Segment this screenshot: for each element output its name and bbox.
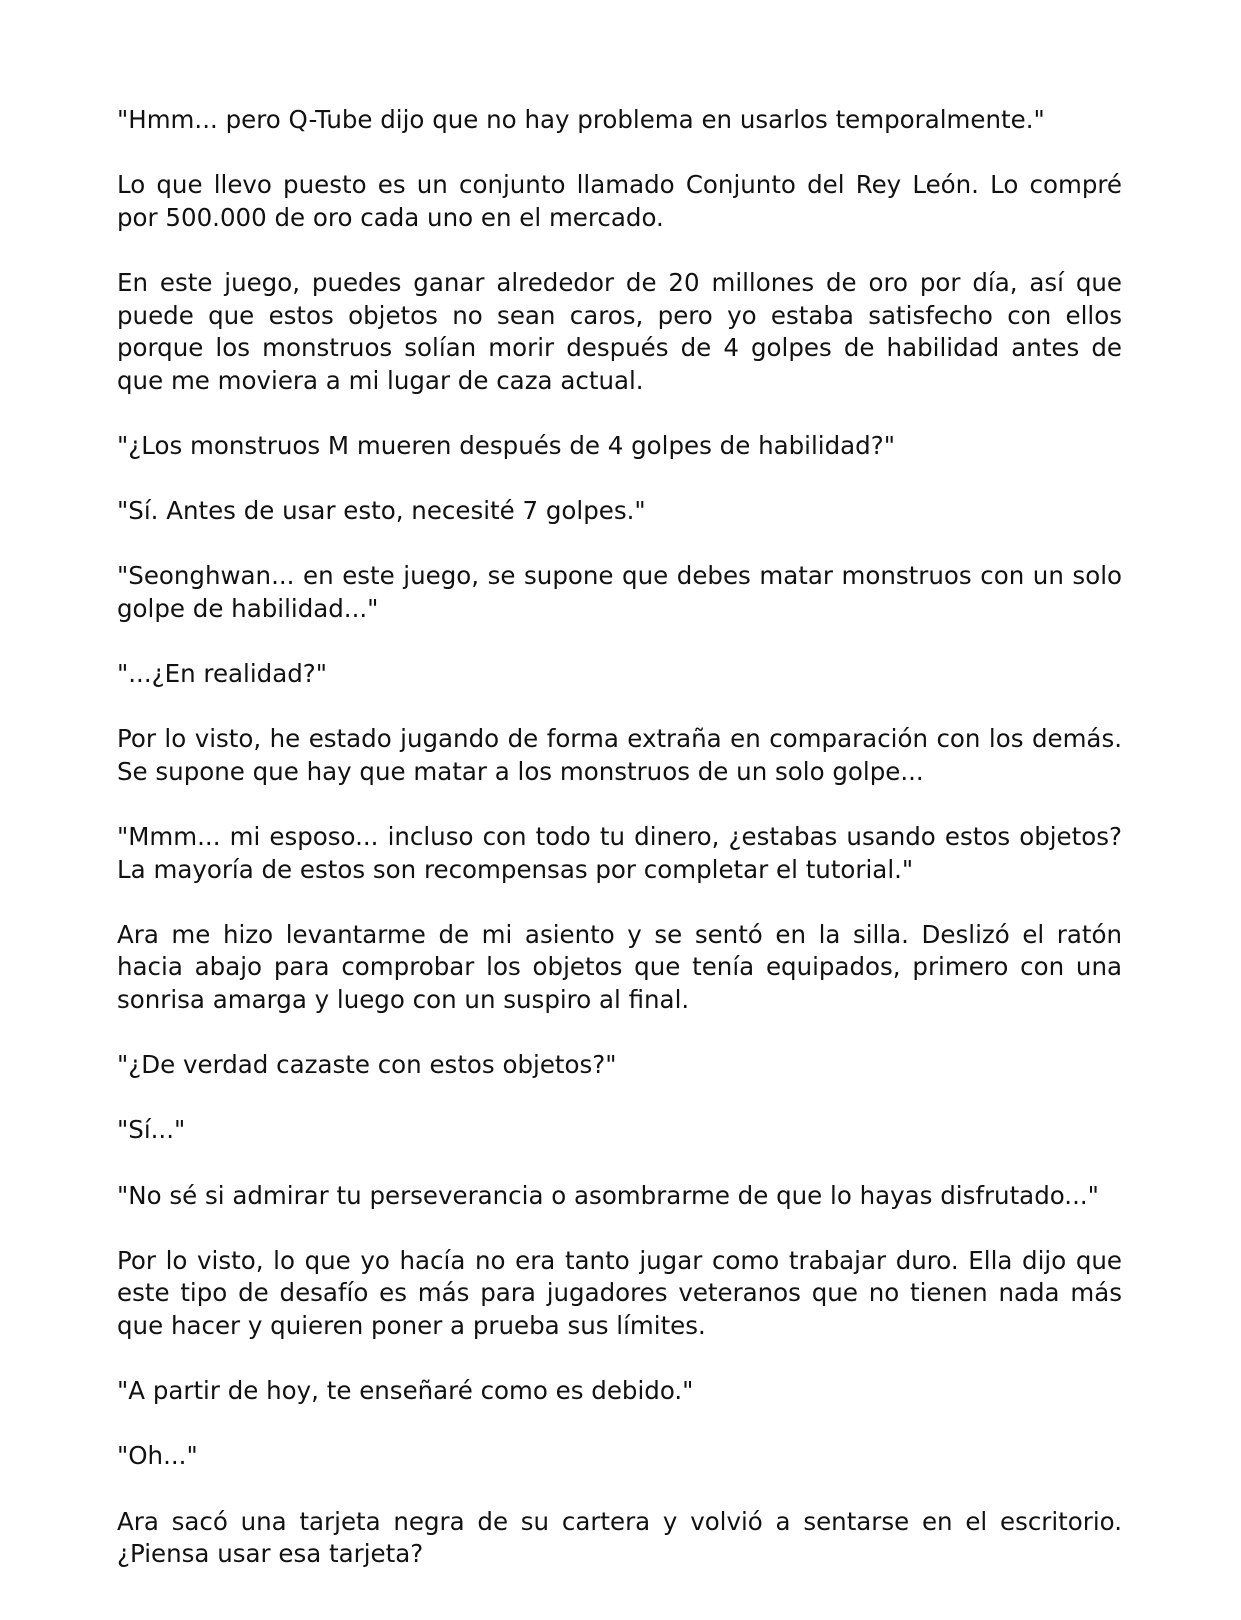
paragraph-1: "Hmm... pero Q-Tube dijo que no hay problema en usarlos temporalmente.": [117, 105, 1045, 134]
paragraph-3: En este juego, puedes ganar alrededor de 20 millones de oro por día, así que puede que estos objetos no sean caros, pero yo estaba satisfecho con ellos porque los monstruos solían morir después de 4 golpes de habilidad antes de que me moviera a mi lugar de caza actual.: [117, 267, 1122, 395]
paragraph-4: "¿Los monstruos M mueren después de 4 golpes de habilidad?": [117, 430, 895, 460]
paragraph-16: "Oh...": [117, 1441, 198, 1471]
paragraph-5: "Sí. Antes de usar esto, necesité 7 golpes.": [117, 496, 646, 526]
paragraph-14: Por lo visto, lo que yo hacía no era tanto jugar como trabajar duro. Ella dijo que este tipo de desafío es más para jugadores veteranos que no tienen nada más que hacer y quieren poner a prueba sus límites.: [117, 1245, 1122, 1340]
paragraph-11: "¿De verdad cazaste con estos objetos?": [117, 1050, 617, 1080]
paragraph-8: Por lo visto, he estado jugando de forma extraña en comparación con los demás. Se supone que hay que matar a los monstruos de un solo golpe...: [117, 724, 1122, 786]
paragraph-13: "No sé si admirar tu perseverancia o asombrarme de que lo hayas disfrutado...": [117, 1180, 1099, 1210]
paragraph-15: "A partir de hoy, te enseñaré como es debido.": [117, 1376, 694, 1406]
paragraph-10: Ara me hizo levantarme de mi asiento y se sentó en la silla. Deslizó el ratón hacia abajo para comprobar los objetos que tenía equipados, primero con una sonrisa amarga y luego con un suspiro al final.: [117, 919, 1122, 1015]
paragraph-17: Ara sacó una tarjeta negra de su cartera y volvió a sentarse en el escritorio. ¿Piensa usar esa tarjeta?: [117, 1506, 1122, 1569]
paragraph-2: Lo que llevo puesto es un conjunto llamado Conjunto del Rey León. Lo compré por 500.000 de oro cada uno en el mercado.: [117, 170, 1122, 232]
paragraph-7: "...¿En realidad?": [117, 659, 328, 689]
document-page: [117, 104, 1122, 1603]
paragraph-12: "Sí...": [117, 1115, 186, 1145]
paragraph-9: "Mmm... mi esposo... incluso con todo tu dinero, ¿estabas usando estos objetos? La mayoría de estos son recompensas por completar el tutorial.": [117, 822, 1122, 884]
paragraph-6: "Seonghwan... en este juego, se supone que debes matar monstruos con un solo golpe de habilidad...": [117, 561, 1122, 623]
